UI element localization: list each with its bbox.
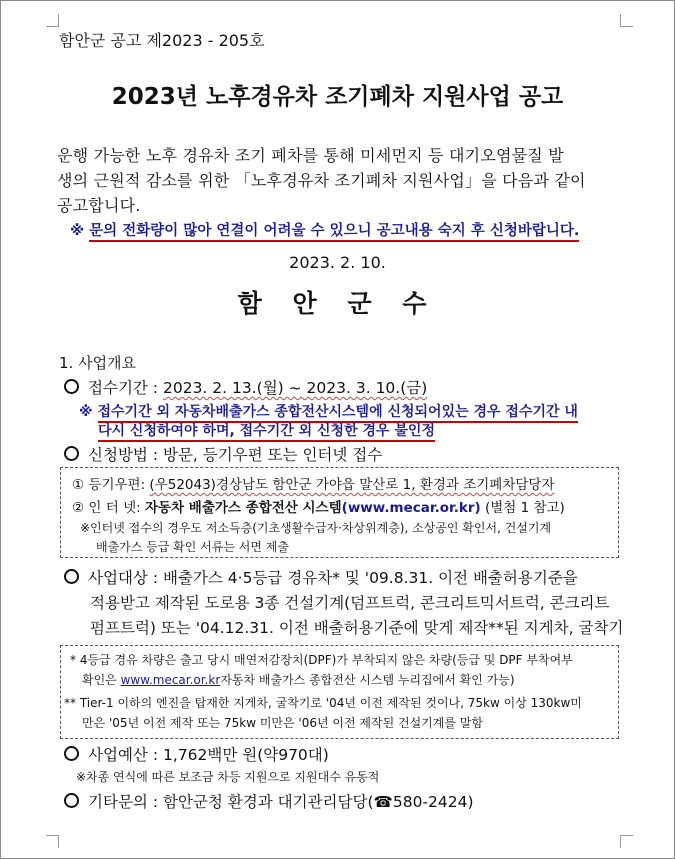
period-note-line-1 bbox=[79, 401, 578, 421]
note-mark: ※ bbox=[70, 223, 85, 239]
budget-item bbox=[64, 743, 329, 765]
crop-mark-top-left bbox=[46, 14, 59, 27]
inquiry-note bbox=[70, 219, 579, 240]
period-note-text-2: 다시 신청하여야 하며, 접수기간 외 신청한 경우 불인정 bbox=[98, 423, 435, 442]
period-label: 접수기간 : bbox=[88, 379, 159, 397]
budget-note: ※차종 연식에 따른 보조금 차등 지원으로 지원대수 유동적 bbox=[76, 770, 380, 784]
footnote-2-line-1: ** Tier-1 이하의 엔진을 탑재한 지게차, 굴착기로 '04년 이전 제작된 것이나, 75kw 이상 130kw미 bbox=[64, 696, 582, 710]
box-note-line-2: 배출가스 등급 확인 서류는 서면 제출 bbox=[96, 540, 289, 554]
footnote-1-line-1: * 4등급 경유 차량은 출고 당시 매연저감장치(DPF)가 부착되지 않은 차량(등급 및 DPF 부착여부 bbox=[70, 653, 573, 667]
internet-system-name: 자동차 배출가스 종합전산 시스템 bbox=[144, 500, 342, 516]
mecar-url-link[interactable]: www.mecar.or.kr bbox=[120, 673, 221, 687]
mail-label: 등기우편: bbox=[88, 477, 146, 493]
footnote-prefix: 확인은 bbox=[82, 673, 117, 687]
notice-date: 2023. 2. 10. bbox=[289, 253, 386, 272]
period-note-line-2 bbox=[98, 420, 435, 440]
method-item bbox=[64, 443, 382, 465]
crop-mark-top-right bbox=[620, 14, 633, 27]
section-heading: 1. 사업개요 bbox=[59, 354, 137, 372]
contact-phone: 580-2424) bbox=[392, 793, 474, 811]
intro-line-1: 운행 가능한 노후 경유차 조기 폐차를 통해 미세먼지 등 대기오염물질 발 bbox=[57, 146, 564, 165]
footnote-1-line-2 bbox=[82, 671, 515, 688]
budget-text: 사업예산 : 1,762백만 원(약970대) bbox=[88, 746, 329, 764]
bullet-circle-icon bbox=[64, 446, 79, 461]
contact-text: 기타문의 : 함안군청 환경과 대기관리담당( bbox=[88, 793, 374, 811]
internet-line bbox=[72, 496, 565, 516]
mail-line bbox=[72, 473, 555, 493]
crop-mark-bottom-left bbox=[46, 835, 59, 848]
intro-line-2: 생의 근원적 감소를 위한 「노후경유차 조기폐차 지원사업」을 다음과 같이 bbox=[57, 171, 586, 190]
target-item bbox=[64, 566, 578, 588]
internet-label: 인 터 넷: bbox=[88, 500, 141, 516]
internet-number: ② bbox=[72, 500, 85, 516]
footnote-2-line-2: 만은 '05년 이전 제작 또는 75kw 미만은 '06년 이전 제작된 건설기계를 말함 bbox=[82, 716, 483, 730]
method-text: 신청방법 : 방문, 등기우편 또는 인터넷 접수 bbox=[88, 446, 383, 464]
contact-item bbox=[64, 790, 474, 812]
target-text-1: 사업대상 : 배출가스 4·5등급 경유차* 및 '09.8.31. 이전 배출허용기준을 bbox=[88, 569, 578, 587]
page-title: 2023년 노후경유차 조기폐차 지원사업 공고 bbox=[111, 84, 564, 110]
internet-url-link[interactable]: (www.mecar.or.kr) bbox=[341, 500, 481, 516]
organization-name: 함 안 군 수 bbox=[237, 289, 438, 318]
target-text-3: 펌프트럭) 또는 '04.12.31. 이전 배출허용기준에 맞게 제작**된 지게차, 굴착기 bbox=[90, 619, 624, 637]
target-text-2: 적용받고 제작된 도로용 3종 건설기계(덤프트럭, 콘크리트믹서트럭, 콘크리트 bbox=[90, 594, 610, 612]
internet-reference: (별첨 1 참고) bbox=[484, 500, 565, 516]
notice-number: 함안군 공고 제2023 - 205호 bbox=[59, 31, 265, 50]
box-note-line-1: ※인터넷 접수의 경우도 저소득층(기초생활수급자·차상위계층), 소상공인 확인서, 건설기계 bbox=[80, 521, 552, 535]
footnote-rest: 자동차 배출가스 종합전산 시스템 누리집에서 확인 가능) bbox=[220, 673, 515, 687]
crop-mark-bottom-right bbox=[620, 835, 633, 848]
bullet-circle-icon bbox=[64, 746, 79, 761]
bullet-circle-icon bbox=[64, 569, 79, 584]
bullet-circle-icon bbox=[64, 379, 79, 394]
mail-number: ① bbox=[72, 477, 85, 493]
bullet-circle-icon bbox=[64, 793, 79, 808]
phone-icon: ☎ bbox=[373, 793, 393, 811]
mail-address: (우52043)경상남도 함안군 가야읍 말산로 1, 환경과 조기폐차담당자 bbox=[149, 477, 555, 493]
period-note-text-1: 접수기간 외 자동차배출가스 종합전산시스템에 신청되어있는 경우 접수기간 내 bbox=[98, 404, 578, 423]
period-value: 2023. 2. 13.(월) ~ 2023. 3. 10.(금) bbox=[162, 379, 428, 397]
note-mark: ※ bbox=[79, 404, 93, 420]
inquiry-note-text: 문의 전화량이 많아 연결이 어려울 수 있으니 공고내용 숙지 후 신청바랍니다. bbox=[89, 223, 579, 242]
intro-line-3: 공고합니다. bbox=[57, 196, 141, 215]
period-item bbox=[64, 376, 427, 398]
